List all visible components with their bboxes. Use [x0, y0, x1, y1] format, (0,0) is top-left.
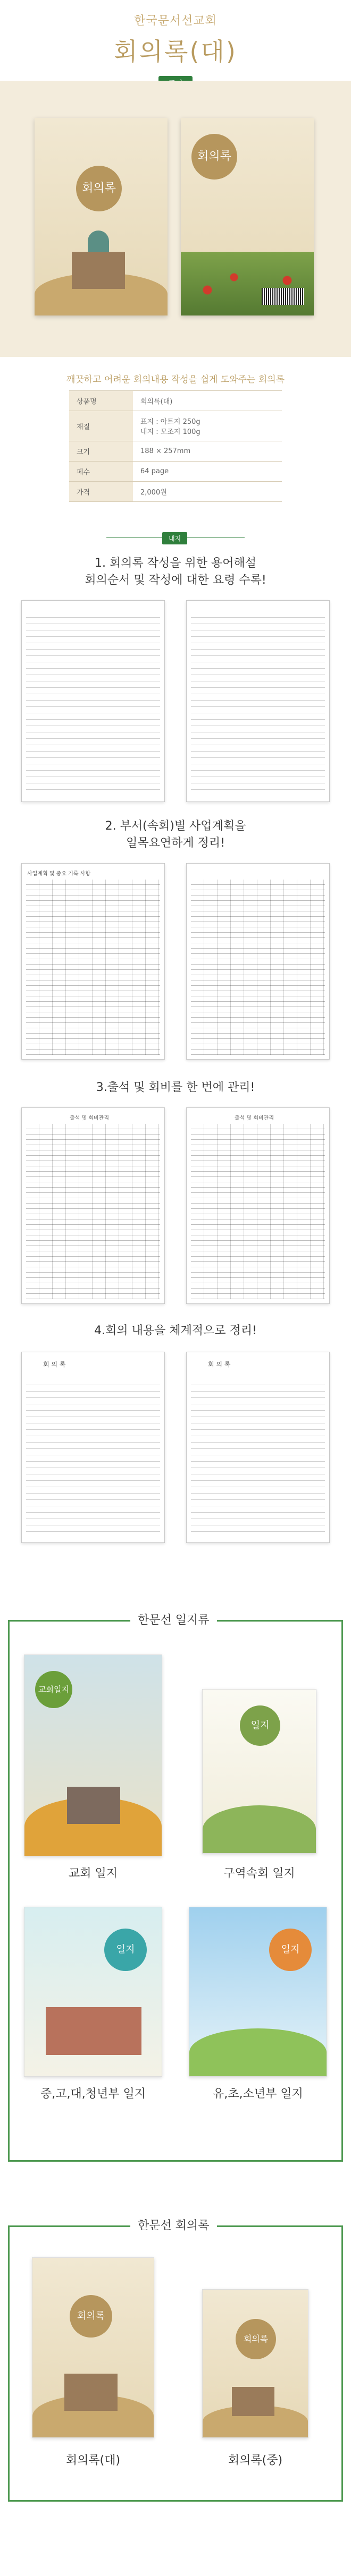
feature-2-line-2: 일목요연하게 정리! — [126, 837, 225, 850]
flower-field-illustration — [181, 252, 314, 315]
minutes-medium-cover-label: 회의록 — [236, 2319, 276, 2359]
spec-row — [69, 411, 282, 441]
youth-diary-cover-label: 일지 — [104, 1929, 147, 1971]
front-cover-label: 회의록 — [76, 166, 122, 211]
plan-page-title: 사업계획 및 중요 기록 사항 — [27, 871, 90, 877]
guide-page-left — [21, 600, 165, 802]
feature-1-title — [0, 555, 351, 589]
spec-title: 깨끗하고 어려운 회의내용 작성을 쉽게 도와주는 회의록 — [66, 374, 285, 385]
spec-value: 회의록(대) — [133, 391, 282, 411]
feature-2-line-1: 2. 부서(속회)별 사업계획을 — [105, 820, 246, 833]
church-diary-cover-label: 교회일지 — [35, 1671, 72, 1708]
attendance-page-title: 출석 및 회비관리 — [70, 1115, 109, 1121]
district-diary-cover-label: 일지 — [240, 1705, 280, 1746]
kids-diary-cover — [189, 1907, 327, 2077]
church-dome-illustration — [88, 231, 109, 252]
feature-1-line-2: 회의순서 및 작성에 대한 요령 수록! — [85, 574, 266, 587]
product-title: 회의록(대) — [114, 37, 237, 66]
attendance-page-title: 출석 및 회비관리 — [235, 1115, 274, 1121]
plan-page-left — [21, 863, 165, 1060]
minutes-large-cover — [32, 2257, 154, 2438]
spec-table — [69, 390, 282, 502]
spec-value: 188 × 257mm — [133, 441, 282, 462]
church-illustration — [232, 2387, 274, 2416]
church-diary-caption: 교회 일지 — [68, 1867, 118, 1880]
spec-row — [69, 462, 282, 482]
minutes-series-title: 한문선 회의록 — [130, 2216, 217, 2233]
church-diary-cover — [24, 1654, 162, 1856]
youth-diary-caption: 중,고,대,청년부 일지 — [40, 2087, 146, 2101]
attendance-grid — [26, 1124, 160, 1299]
spec-row — [69, 391, 282, 411]
spec-value-line: 내지 : 모조지 100g — [140, 428, 200, 436]
spec-value-line: 표지 : 아트지 250g — [140, 418, 200, 426]
spec-value: 64 page — [133, 462, 282, 482]
plan-grid — [26, 880, 160, 1055]
minutes-lines — [26, 1379, 160, 1533]
spec-value — [133, 411, 282, 441]
spec-key: 재질 — [69, 411, 133, 441]
feature-4-title: 4.회의 내용을 체계적으로 정리! — [94, 1324, 257, 1337]
product-header — [0, 0, 351, 80]
back-cover-image — [181, 118, 314, 315]
minutes-large-cover-label: 회의록 — [70, 2295, 112, 2338]
minutes-page-title: 회 의 록 — [208, 1361, 231, 1368]
minutes-large-caption: 회의록(대) — [65, 2454, 121, 2467]
spec-row — [69, 482, 282, 502]
children-illustration — [189, 2028, 327, 2076]
spec-key: 크기 — [69, 441, 133, 462]
spec-value: 2,000원 — [133, 482, 282, 502]
feature-3-title: 3.출석 및 회비를 한 번에 관리! — [96, 1081, 255, 1094]
back-cover-label: 회의록 — [191, 134, 237, 180]
attendance-grid — [191, 1124, 325, 1299]
church-illustration — [72, 252, 125, 289]
spec-key: 페수 — [69, 462, 133, 482]
church-illustration — [64, 2374, 118, 2411]
page-text-lines — [26, 611, 160, 795]
minutes-page-title: 회 의 록 — [43, 1361, 66, 1368]
diary-series-title: 한문선 일지류 — [130, 1611, 217, 1627]
guide-page-right — [186, 600, 330, 802]
garden-illustration — [203, 1805, 316, 1853]
minutes-lines — [191, 1379, 325, 1533]
minutes-medium-cover — [202, 2289, 308, 2438]
kids-diary-cover-label: 일지 — [269, 1929, 312, 1971]
front-cover-image — [35, 118, 168, 315]
inner-pages-tag: 내지 — [162, 532, 187, 544]
cover-showcase — [0, 81, 351, 357]
attendance-page-right — [186, 1107, 330, 1304]
barcode-icon — [262, 288, 304, 305]
district-diary-caption: 구역속회 일지 — [223, 1867, 295, 1880]
attendance-page-left — [21, 1107, 165, 1304]
district-diary-cover — [202, 1689, 316, 1854]
spec-row — [69, 441, 282, 462]
plan-page-right — [186, 863, 330, 1060]
youth-diary-cover — [24, 1907, 162, 2077]
feature-1-line-1: 1. 회의록 작성을 위한 용어해설 — [95, 557, 256, 570]
kids-diary-caption: 유,초,소년부 일지 — [213, 2087, 303, 2101]
minutes-page-right — [186, 1352, 330, 1543]
feature-2-title — [0, 818, 351, 852]
minutes-medium-caption: 회의록(중) — [228, 2454, 283, 2467]
page-text-lines — [191, 611, 325, 795]
church-illustration — [67, 1787, 120, 1824]
plan-grid — [191, 880, 325, 1055]
spec-key: 가격 — [69, 482, 133, 502]
minutes-page-left — [21, 1352, 165, 1543]
school-building-illustration — [46, 2007, 141, 2055]
brand-name: 한국문서선교회 — [134, 14, 217, 28]
spec-key: 상품명 — [69, 391, 133, 411]
